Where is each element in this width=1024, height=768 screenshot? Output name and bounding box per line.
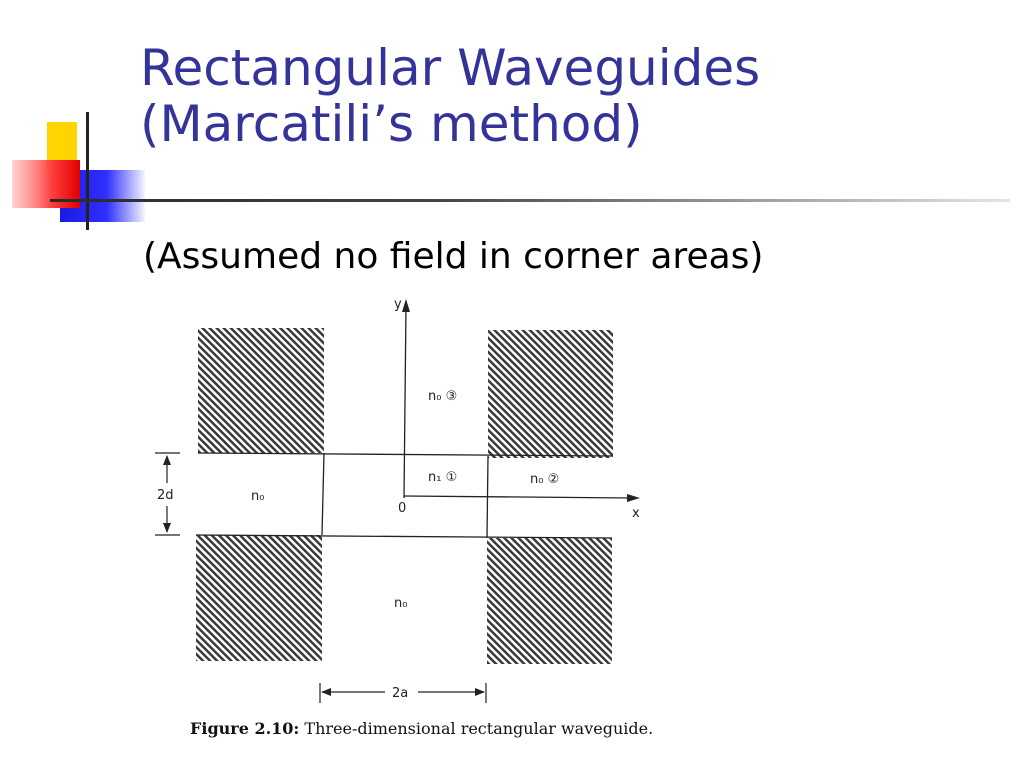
region-right-label: n₀ ② — [530, 472, 560, 487]
core-left-line — [322, 453, 324, 535]
corner-top-left — [198, 328, 324, 453]
logo-vertical-line — [86, 112, 89, 230]
region-core-label: n₁ ① — [428, 470, 458, 485]
corner-bottom-left — [196, 535, 322, 661]
height-dim-arrow-down — [163, 523, 171, 533]
waveguide-diagram — [150, 290, 650, 720]
slide-title — [140, 40, 760, 152]
title-divider — [50, 199, 1010, 202]
x-axis — [404, 496, 632, 498]
figure-caption-label: Figure 2.10: — [190, 719, 300, 738]
region-top-label: n₀ ③ — [428, 389, 458, 404]
figure-caption-text: Three-dimensional rectangular waveguide. — [304, 719, 654, 738]
width-dim-arrow-left — [321, 688, 331, 696]
x-axis-label: x — [632, 506, 640, 521]
origin-label: 0 — [398, 501, 407, 516]
corner-bottom-right — [487, 538, 612, 664]
height-dim-label: 2d — [157, 488, 174, 503]
region-left-label: n₀ — [251, 489, 265, 504]
width-dim-label: 2a — [392, 686, 409, 701]
region-bottom-label: n₀ — [394, 596, 408, 611]
y-axis-label: y — [394, 297, 402, 312]
title-line-2: (Marcatili’s method) — [140, 95, 643, 153]
corner-top-right — [488, 330, 613, 458]
slide-subtitle: (Assumed no field in corner areas) — [143, 236, 764, 277]
figure-caption — [190, 719, 653, 738]
title-line-1: Rectangular Waveguides — [140, 39, 761, 97]
height-dim-arrow-up — [163, 455, 171, 465]
slide-logo-decoration — [0, 100, 150, 240]
x-axis-arrow — [627, 494, 640, 502]
y-axis — [404, 305, 406, 498]
y-axis-arrow — [402, 299, 410, 312]
width-dim-arrow-right — [475, 688, 485, 696]
